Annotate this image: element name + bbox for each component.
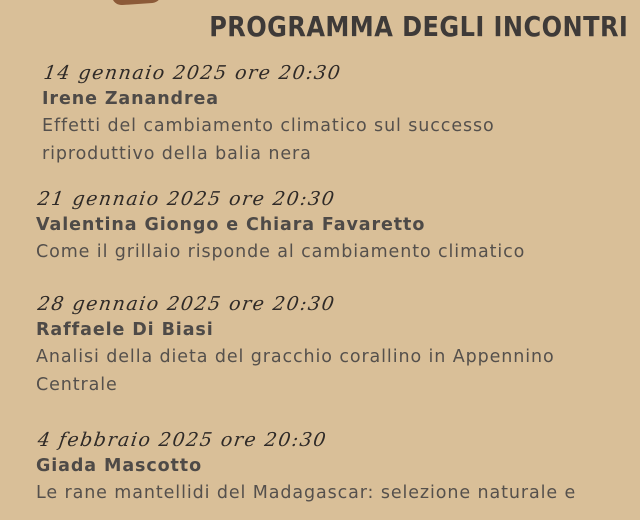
event-item	[36, 186, 525, 266]
decorative-illustration	[112, 0, 163, 6]
event-topic: Effetti del cambiamento climatico sul successo riproduttivo della balia nera	[42, 116, 495, 164]
event-speaker: Giada Mascotto	[36, 456, 202, 476]
page-title: PROGRAMMA DEGLI INCONTRI	[208, 10, 628, 43]
event-topic: Analisi della dieta del gracchio corallino in Appennino Centrale	[36, 347, 555, 395]
event-topic: Come il grillaio risponde al cambiamento climatico	[36, 242, 526, 262]
event-date: 28 gennaio 2025 ore 20:30	[36, 293, 337, 315]
event-speaker: Raffaele Di Biasi	[36, 320, 214, 340]
event-topic: Le rane mantellidi del Madagascar: selezione naturale e	[36, 483, 577, 503]
event-item	[36, 291, 555, 399]
event-speaker: Irene Zanandrea	[42, 89, 219, 109]
event-speaker: Valentina Giongo e Chiara Favaretto	[36, 215, 426, 235]
event-item	[42, 60, 495, 168]
event-date: 4 febbraio 2025 ore 20:30	[36, 429, 329, 451]
event-item	[36, 427, 576, 507]
event-date: 14 gennaio 2025 ore 20:30	[42, 62, 343, 84]
event-date: 21 gennaio 2025 ore 20:30	[36, 188, 337, 210]
